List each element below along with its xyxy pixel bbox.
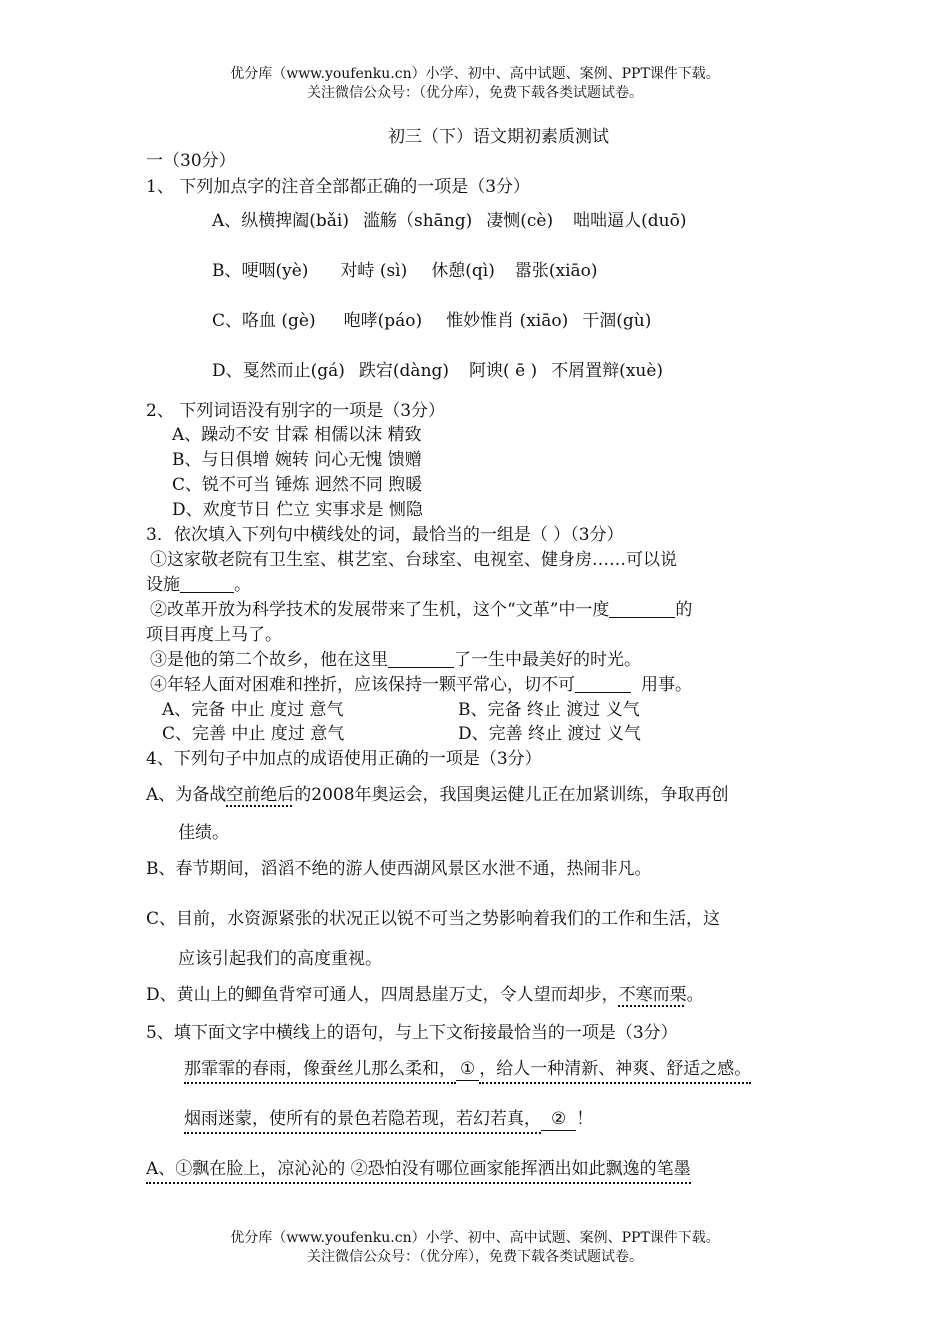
q5-a-text: A、①飘在脸上，凉沁沁的 ②恐怕没有哪位画家能挥洒出如此飘逸的笔墨 [146, 1159, 691, 1184]
q3-blank-4 [575, 674, 631, 693]
q4-option-b: B、春节期间，滔滔不绝的游人使西湖风景区水泄不通，热闹非凡。 [146, 859, 652, 879]
q1-d-3: 阿谀( ē ) [469, 361, 538, 381]
q1-b-2: 对峙 (sì) [340, 261, 408, 281]
q3-s2-de: 的 [675, 600, 693, 620]
q1-b-3: 休憩(qì) [431, 261, 495, 281]
q3-sentence-2 [150, 599, 692, 621]
q5-stem: 5、填下面文字中横线上的语句，与上下文衔接最恰当的一项是（3分） [146, 1023, 678, 1043]
q3-option-a: A、完备 中止 度过 意气 [162, 700, 344, 720]
q4-a-idiom: 空前绝后 [226, 785, 295, 805]
q1-d-1: D、戛然而止(gá) [212, 361, 345, 381]
q3-stem: 3．依次填入下列句中横线处的词，最恰当的一组是（ ）（3分） [146, 525, 624, 545]
q1-stem: 1、 下列加点字的注音全部都正确的一项是（3分） [146, 177, 531, 197]
q1-a-3: 凄恻(cè) [486, 211, 554, 231]
q4-option-c-cont: 应该引起我们的高度重视。 [178, 949, 382, 969]
q1-c-4: 干涸(gù) [582, 311, 652, 331]
q1-d-4: 不屑置辩(xuè) [551, 361, 664, 381]
q3-s3-end: 了一生中最美好的时光。 [454, 650, 641, 670]
header-line-2: 关注微信公众号：（优分库），免费下载各类试题试卷。 [307, 85, 643, 101]
q2-option-d: D、欢度节日 伫立 实事求是 恻隐 [172, 500, 423, 520]
footer-line-1: 优分库（www.youfenku.cn）小学、初中、高中试题、案例、PPT课件下载。 [230, 1230, 720, 1246]
footer-line-2: 关注微信公众号：（优分库），免费下载各类试题试卷。 [307, 1249, 643, 1265]
q5-passage-line-2 [184, 1108, 593, 1131]
q1-option-b [212, 260, 598, 282]
q1-option-a [212, 210, 686, 232]
q1-a-4: 咄咄逼人(duō) [573, 211, 687, 231]
q5-blank-2: ② [541, 1108, 576, 1131]
q3-sentence-2-cont: 项目再度上马了。 [146, 625, 282, 645]
q5-blank-1: ① [456, 1058, 479, 1081]
q3-blank-3 [388, 649, 454, 668]
q3-sentence-3 [150, 649, 641, 671]
q3-sentence-1-cont [146, 574, 251, 596]
q1-d-2: 跌宕(dàng) [358, 361, 450, 381]
q2-stem: 2、 下列词语没有别字的一项是（3分） [146, 401, 446, 421]
q4-a-prefix: A、为备战 [146, 785, 227, 805]
q3-option-c: C、完善 中止 度过 意气 [162, 724, 345, 744]
q1-c-2: 咆哮(páo) [343, 311, 423, 331]
q1-a-2: 滥觞（shāng) [363, 211, 473, 231]
q3-blank-1 [180, 574, 234, 593]
q2-option-a: A、躁动不安 甘霖 相儒以沫 精致 [172, 425, 422, 445]
q5-option-a [146, 1158, 691, 1180]
q1-option-c [212, 310, 651, 332]
page-title: 初三（下）语文期初素质测试 [388, 127, 609, 147]
q1-b-1: B、哽咽(yè) [212, 261, 309, 281]
q5-p1-end: ，给人一种清新、神爽、舒适之感。 [479, 1059, 751, 1084]
q4-stem: 4、下列句子中加点的成语使用正确的一项是（3分） [146, 749, 542, 769]
q3-s4-end: 用事。 [641, 675, 692, 695]
section-heading: 一（30分） [146, 151, 236, 171]
q4-option-a-cont: 佳绩。 [178, 823, 229, 843]
q3-sentence-1: ①这家敬老院有卫生室、棋艺室、台球室、电视室、健身房……可以说 [150, 550, 677, 570]
q1-c-1: C、咯血 (gè) [212, 311, 316, 331]
q5-p2-text: 烟雨迷蒙，使所有的景色若隐若现，若幻若真， [184, 1109, 541, 1134]
q3-s3-text: ③是他的第二个故乡，他在这里 [150, 650, 388, 670]
q1-b-4: 嚣张(xiāo) [514, 261, 598, 281]
q4-option-a [146, 784, 729, 806]
q3-s1-end: 。 [234, 575, 251, 595]
q4-d-end: 。 [686, 985, 704, 1005]
q4-a-rest: 的2008年奥运会，我国奥运健儿正在加紧训练，争取再创 [294, 785, 729, 805]
q2-option-b: B、与日俱增 婉转 问心无愧 馈赠 [172, 450, 422, 470]
q3-s1-label: 设施 [146, 575, 180, 595]
q3-option-d: D、完善 终止 渡过 义气 [458, 724, 641, 744]
q5-p1-text: 那霏霏的春雨，像蚕丝儿那么柔和， [184, 1059, 456, 1084]
q2-option-c: C、锐不可当 锤炼 迥然不同 煦暖 [172, 475, 423, 495]
q4-option-c: C、目前，水资源紧张的状况正以锐不可当之势影响着我们的工作和生活，这 [146, 909, 721, 929]
q4-d-prefix: D、黄山上的鲫鱼背窄可通人，四周悬崖万丈，令人望而却步， [146, 985, 619, 1005]
q1-option-d [212, 360, 663, 382]
q3-s4-text: ④年轻人面对困难和挫折，应该保持一颗平常心，切不可 [150, 675, 575, 695]
q3-blank-2 [609, 599, 675, 618]
q3-s2-text: ②改革开放为科学技术的发展带来了生机，这个“文革”中一度 [150, 600, 610, 620]
q3-option-b: B、完备 终止 渡过 义气 [458, 700, 640, 720]
q1-c-3: 惟妙惟肖 (xiāo) [446, 311, 569, 331]
q1-a-1: A、纵横捭阖(bǎi) [212, 211, 349, 231]
q4-d-idiom: 不寒而栗 [618, 985, 687, 1005]
header-line-1: 优分库（www.youfenku.cn）小学、初中、高中试题、案例、PPT课件下载。 [230, 66, 720, 82]
q5-passage-line-1 [184, 1058, 751, 1081]
q4-option-d [146, 984, 704, 1006]
q5-p2-end: ！ [576, 1109, 594, 1129]
q3-sentence-4 [150, 674, 692, 696]
